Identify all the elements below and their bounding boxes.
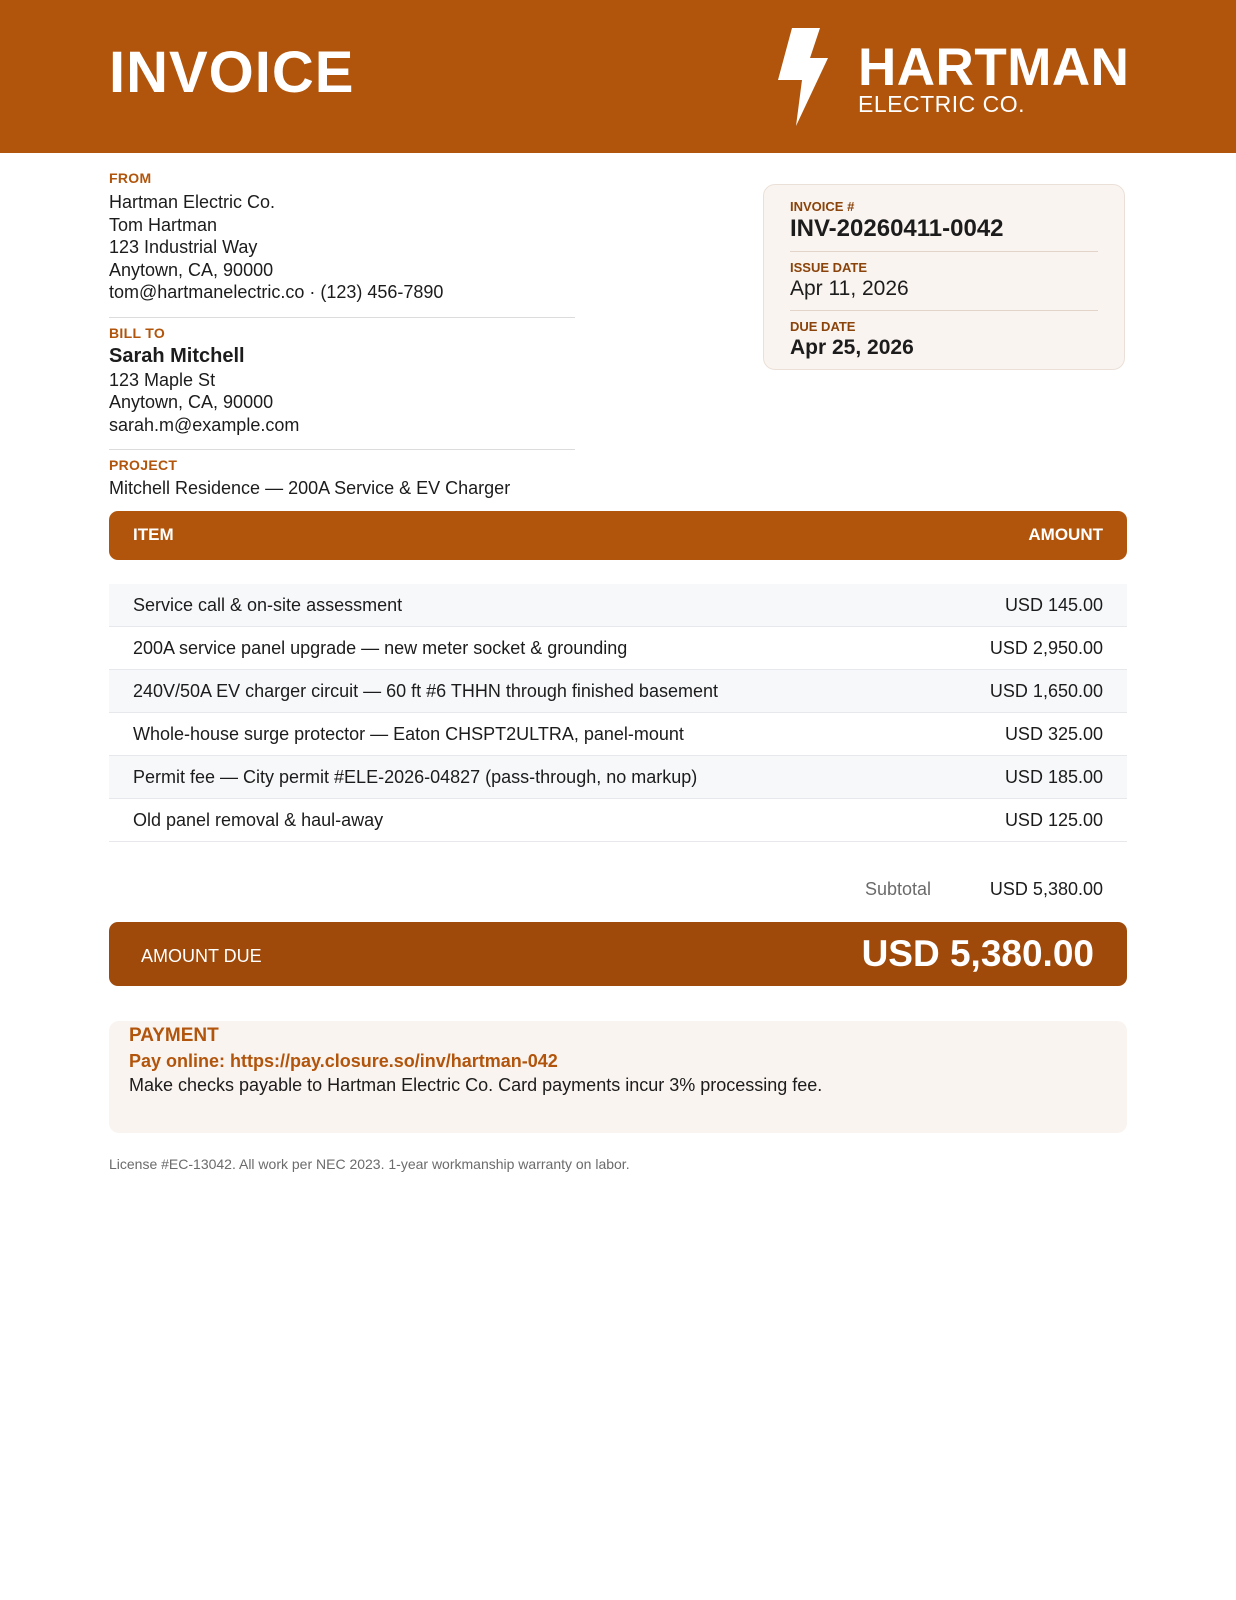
amount-due-value: USD 5,380.00 (861, 933, 1094, 974)
bill-to-city: Anytown, CA, 90000 (109, 392, 274, 412)
item-amount: USD 145.00 (1004, 595, 1103, 615)
from-label: FROM (109, 170, 152, 186)
address-column (109, 170, 575, 500)
divider (109, 449, 575, 450)
invoice-title: INVOICE (109, 40, 355, 105)
company-logo (778, 28, 1128, 128)
item-description: Service call & on-site assessment (133, 595, 403, 615)
payment-section (109, 1021, 1127, 1133)
bill-to-label: BILL TO (109, 324, 166, 341)
invoice-number-label: INVOICE # (790, 199, 855, 214)
item-amount: USD 125.00 (1004, 810, 1103, 830)
line-items-header (109, 511, 1127, 560)
subtotal-value: USD 5,380.00 (989, 879, 1103, 899)
table-row (109, 627, 1127, 670)
bill-to-street: 123 Maple St (109, 369, 216, 390)
from-email-phone: tom@hartmanelectric.co · (123) 456-7890 (109, 282, 444, 302)
subtotal-label: Subtotal (864, 879, 931, 899)
divider (790, 310, 1098, 311)
amount-due-label: AMOUNT DUE (141, 946, 262, 966)
amount-column-header: AMOUNT (1028, 525, 1103, 544)
project-section (109, 457, 575, 500)
from-company: Hartman Electric Co. (109, 192, 276, 212)
item-amount: USD 2,950.00 (989, 638, 1103, 658)
item-description: Old panel removal & haul-away (133, 810, 384, 830)
payment-title: PAYMENT (129, 1025, 219, 1046)
item-amount: USD 185.00 (1004, 767, 1103, 787)
divider (790, 251, 1098, 252)
table-row (109, 713, 1127, 756)
bill-to-email: sarah.m@example.com (109, 414, 300, 435)
bill-to-name: Sarah Mitchell (109, 344, 245, 367)
table-row (109, 799, 1127, 842)
brand-subtitle: ELECTRIC CO. (858, 91, 1026, 117)
invoice-number: INV-20260411-0042 (790, 215, 1004, 242)
issue-date-label: ISSUE DATE (790, 260, 868, 275)
divider (109, 317, 575, 318)
from-section (109, 170, 575, 304)
table-row (109, 584, 1127, 627)
amount-due-bar (109, 922, 1127, 986)
table-row (109, 756, 1127, 799)
lightning-bolt-icon (778, 28, 830, 126)
due-date-label: DUE DATE (790, 319, 856, 334)
from-street: 123 Industrial Way (109, 237, 258, 257)
item-description: Whole-house surge protector — Eaton CHSPT2ULTRA, panel-mount (133, 724, 684, 744)
brand-name: HARTMAN (858, 38, 1130, 97)
project-label: PROJECT (109, 457, 178, 473)
bill-to-section (109, 325, 575, 437)
project-name: Mitchell Residence — 200A Service & EV Charger (109, 478, 511, 498)
pay-online-link[interactable]: Pay online: https://pay.closure.so/inv/hartman-042 (129, 1051, 558, 1071)
item-amount: USD 325.00 (1004, 724, 1103, 744)
line-items (109, 584, 1127, 842)
from-contact: Tom Hartman (109, 214, 218, 235)
invoice-meta-card (763, 184, 1125, 370)
invoice-header (0, 0, 1236, 153)
item-column-header: ITEM (133, 525, 174, 544)
item-description: 200A service panel upgrade — new meter socket & grounding (133, 638, 628, 658)
table-row (109, 670, 1127, 713)
item-description: Permit fee — City permit #ELE-2026-04827 (pass-through, no markup) (133, 767, 698, 787)
item-description: 240V/50A EV charger circuit — 60 ft #6 THHN through finished basement (133, 681, 718, 701)
item-amount: USD 1,650.00 (989, 681, 1103, 701)
payment-note: Make checks payable to Hartman Electric Co. Card payments incur 3% processing fee. (129, 1075, 823, 1095)
issue-date: Apr 11, 2026 (790, 277, 909, 300)
footer-note: License #EC-13042. All work per NEC 2023. 1-year workmanship warranty on labor. (109, 1156, 630, 1172)
from-city: Anytown, CA, 90000 (109, 259, 274, 280)
due-date: Apr 25, 2026 (790, 336, 914, 359)
